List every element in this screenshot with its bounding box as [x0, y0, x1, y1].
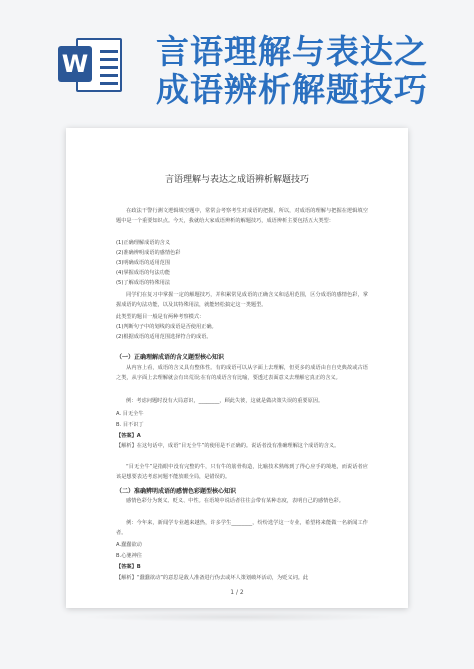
type-item: (3)明确成语的适用范围: [116, 260, 171, 266]
page-number: 1 / 2: [230, 589, 244, 596]
section-1-analysis-2: [116, 462, 368, 483]
banner-title-line-2: 成语辨析解题技巧: [156, 70, 428, 109]
option-a: A.蠢蠢欲动: [116, 542, 142, 548]
mode-intro: 此类型的题目一般是有两种考察模式：: [116, 314, 205, 320]
word-logo-letter: W: [58, 46, 92, 82]
option-b: B.心驰神往: [116, 553, 142, 559]
answer-label: 【答案】B: [116, 564, 141, 570]
banner-title-line-1: 言语理解与表达之: [156, 32, 428, 71]
section-1-analysis-2-text: “目无全牛”是指眼中没有完整的牛，只有牛的筋骨构造，比喻技术熟练到了得心应手的境地，而说话者应该是想要表达考虑问题不能放眼全局，是错误的。: [116, 464, 368, 481]
type-item: (4)掌握成语的句法功能: [116, 270, 171, 276]
document-title: 言语理解与表达之成语辨析解题技巧: [164, 175, 309, 185]
skill-text: 同学们在复习中掌握一定的解题技巧，并积累常见成语的正确含义和适用范围，区分成语的感情色彩，掌握成语的句法功能，以及其特殊用法，就能轻松搞定这一类题型。: [116, 292, 368, 309]
document-page: [66, 128, 408, 608]
page-shadow: [80, 612, 394, 622]
option-a: A. 目无全牛: [116, 411, 144, 417]
intro-text: 在政法干警行测文逻辑填空题中，常常会考察考生对成语的把握，所以，对成语的理解与把握在逻辑填空题中是一个重要知识点。今天，我就给大家成语辨析的解题技巧，成语辨析主要包括五大类型：: [116, 208, 368, 225]
section-1-analysis: [116, 441, 368, 451]
section-2-example-text: 例：今年来，新闻学专业越来越热，许多学生________，纷纷选学这一专业，希望将来能做一名新闻工作者。: [116, 520, 368, 537]
word-document-icon: [58, 36, 124, 94]
section-2-heading: （二）准确辨明成语的感情色彩题型核心知识: [116, 488, 237, 495]
section-1-body: [116, 363, 368, 384]
section-1-example-text: 例：考虑问题时没有大局意识，________，顾此失彼，这就是做决策失误的重要原因。: [126, 398, 324, 404]
section-1-analysis-text: 【解析】在这句话中，成语“目无全牛”的使用是不正确的。说话者没有准确理解这个成语的含义。: [116, 443, 340, 449]
section-2-analysis: 【解析】“蠢蠢欲动”的意思是敌人准备进行伪去或坏人策划破坏活动，为贬义词。此: [116, 575, 309, 581]
mode-item: (1)判断句子中的划线的成语是否使用正确。: [116, 324, 217, 330]
section-2-body-text: 感情色彩分为褒义、贬义、中性。在语境中说话者往往会带有某种态度，表明自己的感情色彩。: [126, 498, 344, 504]
banner: [0, 0, 474, 118]
section-1-example: [116, 396, 368, 406]
option-b: B. 目不识丁: [116, 422, 144, 428]
intro-paragraph: [116, 206, 368, 227]
section-1-body-text: 从内容上看，成语的含义具有整体性。有的成语可以从字面上去理解，但更多的成语由自自史典故或古语之类，从字面上去理解就会有出荒误;在有的成语含有比喻，要透过表面意义去理解它真正的含义。: [116, 365, 368, 382]
type-item: (2)准确辨明成语的感情色彩: [116, 250, 181, 256]
section-2-example: [116, 518, 368, 539]
skill-paragraph: [116, 290, 368, 311]
mode-item: (2)根据成语的适用范围选择符合的成语。: [116, 334, 212, 340]
type-item: (1)正确理解成语的含义: [116, 240, 171, 246]
type-item: (5)了解成语的特殊用法: [116, 280, 171, 286]
answer-label: 【答案】A: [116, 433, 141, 439]
section-1-heading: （一）正确理解成语的含义题型核心知识: [116, 354, 225, 361]
section-2-body: [116, 496, 368, 506]
